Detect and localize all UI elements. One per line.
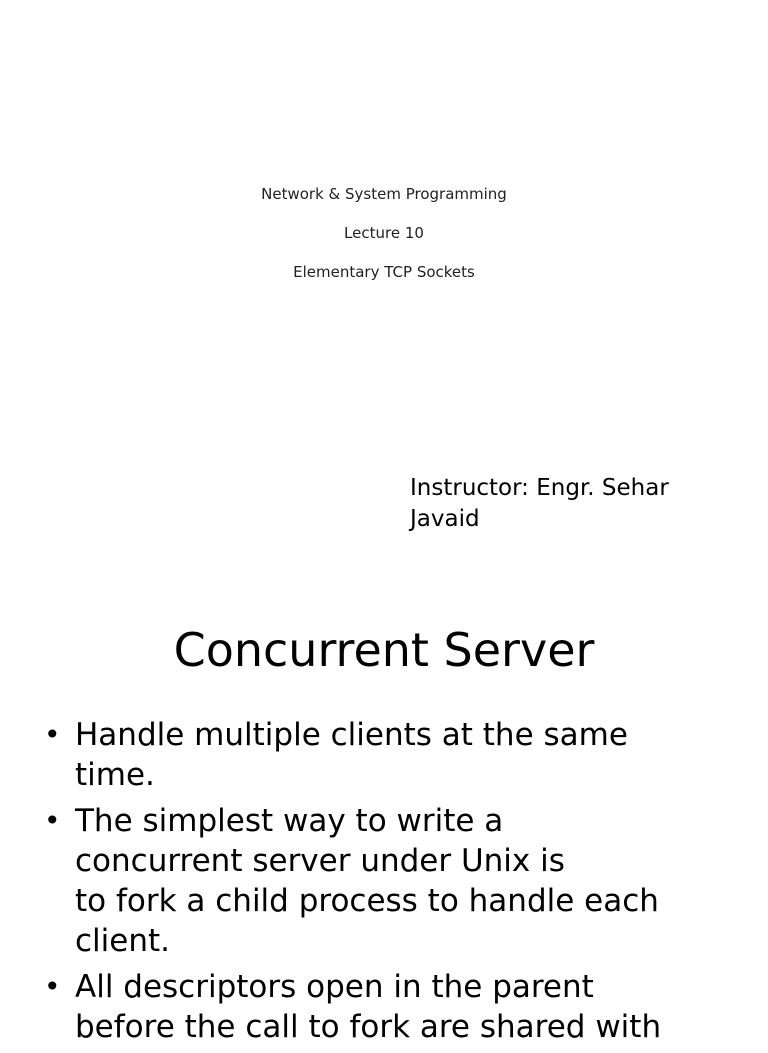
content-slide [0,580,768,1045]
slide-title: Concurrent Server [173,623,595,677]
course-title: Network & System Programming [261,185,507,203]
bullet-icon: • [44,804,61,837]
bullet-icon: • [44,970,61,1003]
bullet-list [42,715,712,1053]
bullet-text [75,715,712,795]
bullet-text [75,967,712,1047]
bullet-item [42,715,712,795]
lecture-topic: Elementary TCP Sockets [293,263,475,281]
bullet-line: Handle multiple clients at the same [75,717,628,753]
instructor-line-2: Javaid [410,506,480,532]
bullet-item [42,967,712,1047]
bullet-line: The simplest way to write a [75,803,504,839]
bullet-icon: • [44,718,61,751]
lecture-number: Lecture 10 [344,224,424,242]
bullet-line: before the call to fork are shared with [75,1009,662,1045]
instructor-line-1: Instructor: Engr. Sehar [410,475,669,501]
bullet-text [75,801,712,961]
bullet-line: All descriptors open in the parent [75,969,594,1005]
bullet-line: concurrent server under Unix is [75,843,565,879]
bullet-line: time. [75,757,155,793]
bullet-item [42,801,712,961]
instructor-name [410,473,720,535]
bullet-line: client. [75,923,170,959]
bullet-line: to fork a child process to handle each [75,883,659,919]
